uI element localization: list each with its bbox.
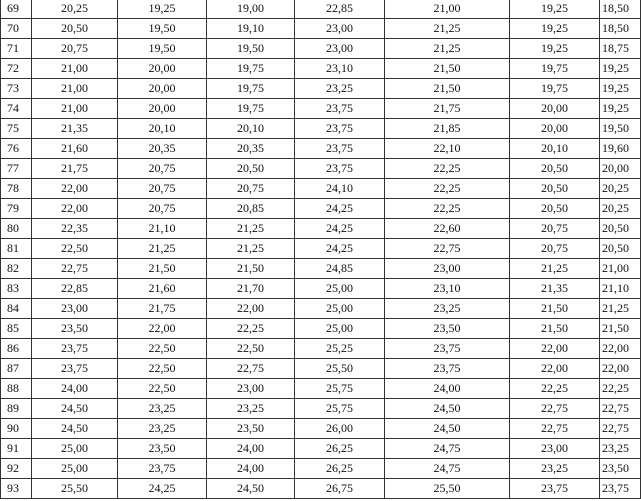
table-cell: 23,00 [385, 259, 510, 279]
table-cell: 21,25 [118, 239, 207, 259]
table-cell: 19,10 [207, 19, 295, 39]
row-index-cell: 90 [1, 419, 32, 439]
table-cell: 19,25 [510, 39, 600, 59]
table-cell: 21,35 [510, 279, 600, 299]
table-row [1, 459, 641, 479]
row-index-cell: 77 [1, 159, 32, 179]
table-cell: 21,10 [118, 219, 207, 239]
table-cell: 23,75 [385, 359, 510, 379]
row-index-cell: 78 [1, 179, 32, 199]
table-cell: 26,75 [295, 479, 385, 499]
row-index-cell: 88 [1, 379, 32, 399]
row-index-cell: 86 [1, 339, 32, 359]
table-cell: 19,50 [118, 19, 207, 39]
row-index-cell: 92 [1, 459, 32, 479]
row-index-cell: 83 [1, 279, 32, 299]
table-cell: 21,25 [207, 219, 295, 239]
table-cell: 19,60 [600, 139, 641, 159]
table-cell: 19,25 [600, 79, 641, 99]
row-index-cell: 87 [1, 359, 32, 379]
row-index-cell: 74 [1, 99, 32, 119]
table-cell: 22,85 [295, 0, 385, 19]
table-cell: 21,50 [510, 299, 600, 319]
table-cell: 20,75 [207, 179, 295, 199]
table-cell: 23,75 [295, 119, 385, 139]
table-cell: 23,50 [600, 459, 641, 479]
table-cell: 21,00 [32, 99, 118, 119]
row-index-cell: 71 [1, 39, 32, 59]
table-cell: 21,50 [510, 319, 600, 339]
table-cell: 22,50 [118, 359, 207, 379]
table-cell: 26,25 [295, 439, 385, 459]
table-cell: 19,75 [207, 59, 295, 79]
row-index-cell: 80 [1, 219, 32, 239]
table-cell: 20,35 [207, 139, 295, 159]
table-cell: 21,70 [207, 279, 295, 299]
table-cell: 23,75 [510, 479, 600, 499]
table-cell: 23,25 [295, 79, 385, 99]
table-row [1, 199, 641, 219]
table-row [1, 159, 641, 179]
table-cell: 22,00 [510, 339, 600, 359]
table-row [1, 99, 641, 119]
row-index-cell: 84 [1, 299, 32, 319]
table-cell: 22,75 [385, 239, 510, 259]
row-index-cell: 81 [1, 239, 32, 259]
table-cell: 22,10 [385, 139, 510, 159]
table-cell: 24,50 [207, 479, 295, 499]
table-cell: 24,25 [295, 239, 385, 259]
table-cell: 25,50 [32, 479, 118, 499]
table-row [1, 319, 641, 339]
table-cell: 25,00 [295, 299, 385, 319]
table-cell: 22,75 [207, 359, 295, 379]
table-cell: 22,00 [600, 359, 641, 379]
table-cell: 23,25 [118, 399, 207, 419]
row-index-cell: 72 [1, 59, 32, 79]
table-cell: 22,25 [385, 159, 510, 179]
table-cell: 24,85 [295, 259, 385, 279]
table-row [1, 279, 641, 299]
table-cell: 20,10 [207, 119, 295, 139]
table-cell: 20,10 [510, 139, 600, 159]
table-cell: 23,25 [385, 299, 510, 319]
table-cell: 22,35 [32, 219, 118, 239]
table-cell: 23,50 [32, 319, 118, 339]
table-cell: 18,50 [600, 0, 641, 19]
table-row [1, 239, 641, 259]
table-cell: 23,00 [295, 19, 385, 39]
table-body [1, 0, 641, 499]
table-cell: 23,75 [600, 479, 641, 499]
row-index-cell: 70 [1, 19, 32, 39]
table-cell: 20,50 [510, 179, 600, 199]
table-row [1, 79, 641, 99]
table-cell: 19,25 [600, 99, 641, 119]
table-cell: 20,50 [510, 159, 600, 179]
table-cell: 23,00 [32, 299, 118, 319]
table-cell: 25,00 [295, 319, 385, 339]
table-row [1, 119, 641, 139]
row-index-cell: 73 [1, 79, 32, 99]
table-cell: 22,75 [32, 259, 118, 279]
table-cell: 21,25 [385, 19, 510, 39]
table-cell: 23,25 [118, 419, 207, 439]
table-cell: 20,75 [510, 239, 600, 259]
table-cell: 19,75 [510, 59, 600, 79]
table-cell: 20,25 [600, 199, 641, 219]
table-cell: 21,25 [385, 39, 510, 59]
table-cell: 19,50 [118, 39, 207, 59]
table-cell: 21,35 [32, 119, 118, 139]
table-cell: 22,25 [385, 199, 510, 219]
table-cell: 24,25 [295, 219, 385, 239]
table-row [1, 59, 641, 79]
table-cell: 19,25 [118, 0, 207, 19]
table-cell: 21,00 [600, 259, 641, 279]
table-cell: 22,00 [32, 179, 118, 199]
table-row [1, 0, 641, 19]
table-cell: 22,25 [207, 319, 295, 339]
table-cell: 20,50 [510, 199, 600, 219]
table-cell: 22,50 [207, 339, 295, 359]
table-cell: 23,25 [510, 459, 600, 479]
row-index-cell: 79 [1, 199, 32, 219]
table-cell: 26,25 [295, 459, 385, 479]
table-row [1, 139, 641, 159]
row-index-cell: 85 [1, 319, 32, 339]
table-cell: 24,00 [32, 379, 118, 399]
row-index-cell: 75 [1, 119, 32, 139]
table-cell: 19,50 [207, 39, 295, 59]
table-cell: 20,25 [600, 179, 641, 199]
table-cell: 21,00 [32, 79, 118, 99]
table-cell: 23,75 [118, 459, 207, 479]
table-cell: 23,10 [385, 279, 510, 299]
table-cell: 19,25 [510, 19, 600, 39]
table-cell: 21,00 [385, 0, 510, 19]
table-row [1, 359, 641, 379]
table-cell: 20,50 [32, 19, 118, 39]
table-row [1, 259, 641, 279]
table-cell: 23,75 [32, 359, 118, 379]
row-index-cell: 93 [1, 479, 32, 499]
table-cell: 20,50 [207, 159, 295, 179]
table-cell: 23,50 [385, 319, 510, 339]
table-cell: 18,75 [600, 39, 641, 59]
table-cell: 21,25 [207, 239, 295, 259]
table-cell: 21,50 [385, 59, 510, 79]
table-cell: 25,50 [295, 359, 385, 379]
table-row [1, 19, 641, 39]
table-cell: 22,00 [32, 199, 118, 219]
table-cell: 20,50 [600, 239, 641, 259]
table-cell: 23,75 [295, 139, 385, 159]
row-index-cell: 69 [1, 0, 32, 19]
table-cell: 21,50 [207, 259, 295, 279]
table-cell: 24,50 [385, 399, 510, 419]
table-cell: 23,75 [295, 159, 385, 179]
table-cell: 21,00 [32, 59, 118, 79]
table-cell: 22,25 [385, 179, 510, 199]
table-cell: 24,00 [385, 379, 510, 399]
table-cell: 22,75 [510, 419, 600, 439]
table-cell: 21,75 [32, 159, 118, 179]
table-cell: 23,25 [207, 399, 295, 419]
table-cell: 20,00 [510, 119, 600, 139]
table-cell: 21,60 [118, 279, 207, 299]
row-index-cell: 76 [1, 139, 32, 159]
table-cell: 22,25 [600, 379, 641, 399]
table-cell: 20,00 [600, 159, 641, 179]
table-row [1, 379, 641, 399]
table-cell: 23,50 [118, 439, 207, 459]
row-index-cell: 89 [1, 399, 32, 419]
table-row [1, 219, 641, 239]
table-cell: 21,75 [118, 299, 207, 319]
table-cell: 24,00 [207, 459, 295, 479]
table-cell: 19,75 [207, 79, 295, 99]
table-cell: 20,00 [118, 79, 207, 99]
table-cell: 22,00 [118, 319, 207, 339]
table-cell: 21,75 [385, 99, 510, 119]
table-cell: 24,50 [32, 399, 118, 419]
table-cell: 20,00 [118, 99, 207, 119]
table-cell: 22,60 [385, 219, 510, 239]
table-cell: 22,50 [118, 339, 207, 359]
table-cell: 23,00 [510, 439, 600, 459]
table-cell: 19,75 [510, 79, 600, 99]
table-cell: 21,25 [510, 259, 600, 279]
table-cell: 18,50 [600, 19, 641, 39]
table-cell: 20,75 [118, 159, 207, 179]
table-cell: 24,50 [385, 419, 510, 439]
table-cell: 23,00 [207, 379, 295, 399]
table-cell: 25,75 [295, 379, 385, 399]
table-cell: 24,10 [295, 179, 385, 199]
table-cell: 20,10 [118, 119, 207, 139]
table-cell: 25,00 [295, 279, 385, 299]
table-cell: 22,00 [510, 359, 600, 379]
table-cell: 25,50 [385, 479, 510, 499]
table-row [1, 479, 641, 499]
table-cell: 21,50 [118, 259, 207, 279]
table-cell: 22,75 [510, 399, 600, 419]
table-cell: 21,25 [600, 299, 641, 319]
table-cell: 25,00 [32, 439, 118, 459]
table-cell: 22,75 [600, 419, 641, 439]
table-cell: 22,50 [32, 239, 118, 259]
table-cell: 22,50 [118, 379, 207, 399]
table-cell: 22,85 [32, 279, 118, 299]
table-row [1, 299, 641, 319]
table-cell: 21,10 [600, 279, 641, 299]
table-cell: 23,25 [600, 439, 641, 459]
table-cell: 20,85 [207, 199, 295, 219]
table-cell: 21,50 [600, 319, 641, 339]
table-cell: 23,75 [295, 99, 385, 119]
table-cell: 25,75 [295, 399, 385, 419]
table-row [1, 439, 641, 459]
table-cell: 20,35 [118, 139, 207, 159]
table-cell: 22,25 [510, 379, 600, 399]
table-cell: 20,75 [510, 219, 600, 239]
table-row [1, 39, 641, 59]
table-cell: 23,75 [32, 339, 118, 359]
table-cell: 25,25 [295, 339, 385, 359]
table-cell: 22,00 [207, 299, 295, 319]
table-cell: 20,75 [118, 199, 207, 219]
table-row [1, 339, 641, 359]
table-cell: 24,25 [118, 479, 207, 499]
table-cell: 19,25 [510, 0, 600, 19]
table-cell: 24,75 [385, 439, 510, 459]
table-cell: 20,00 [118, 59, 207, 79]
table-cell: 24,75 [385, 459, 510, 479]
table-cell: 26,00 [295, 419, 385, 439]
table-cell: 23,00 [295, 39, 385, 59]
table-cell: 23,10 [295, 59, 385, 79]
table-cell: 24,50 [32, 419, 118, 439]
table-cell: 19,75 [207, 99, 295, 119]
row-index-cell: 82 [1, 259, 32, 279]
table-cell: 22,75 [600, 399, 641, 419]
table-cell: 22,00 [600, 339, 641, 359]
table-cell: 24,25 [295, 199, 385, 219]
table-cell: 20,25 [32, 0, 118, 19]
table-cell: 20,00 [510, 99, 600, 119]
table-cell: 25,00 [32, 459, 118, 479]
table-cell: 23,50 [207, 419, 295, 439]
table-cell: 20,75 [118, 179, 207, 199]
table-row [1, 179, 641, 199]
table-cell: 23,75 [385, 339, 510, 359]
table-row [1, 419, 641, 439]
table-cell: 20,75 [32, 39, 118, 59]
row-index-cell: 91 [1, 439, 32, 459]
table-cell: 19,00 [207, 0, 295, 19]
table-cell: 19,50 [600, 119, 641, 139]
table-cell: 21,50 [385, 79, 510, 99]
table-cell: 21,60 [32, 139, 118, 159]
table-row [1, 399, 641, 419]
table-cell: 19,25 [600, 59, 641, 79]
table-cell: 21,85 [385, 119, 510, 139]
table-cell: 20,50 [600, 219, 641, 239]
table-cell: 24,00 [207, 439, 295, 459]
